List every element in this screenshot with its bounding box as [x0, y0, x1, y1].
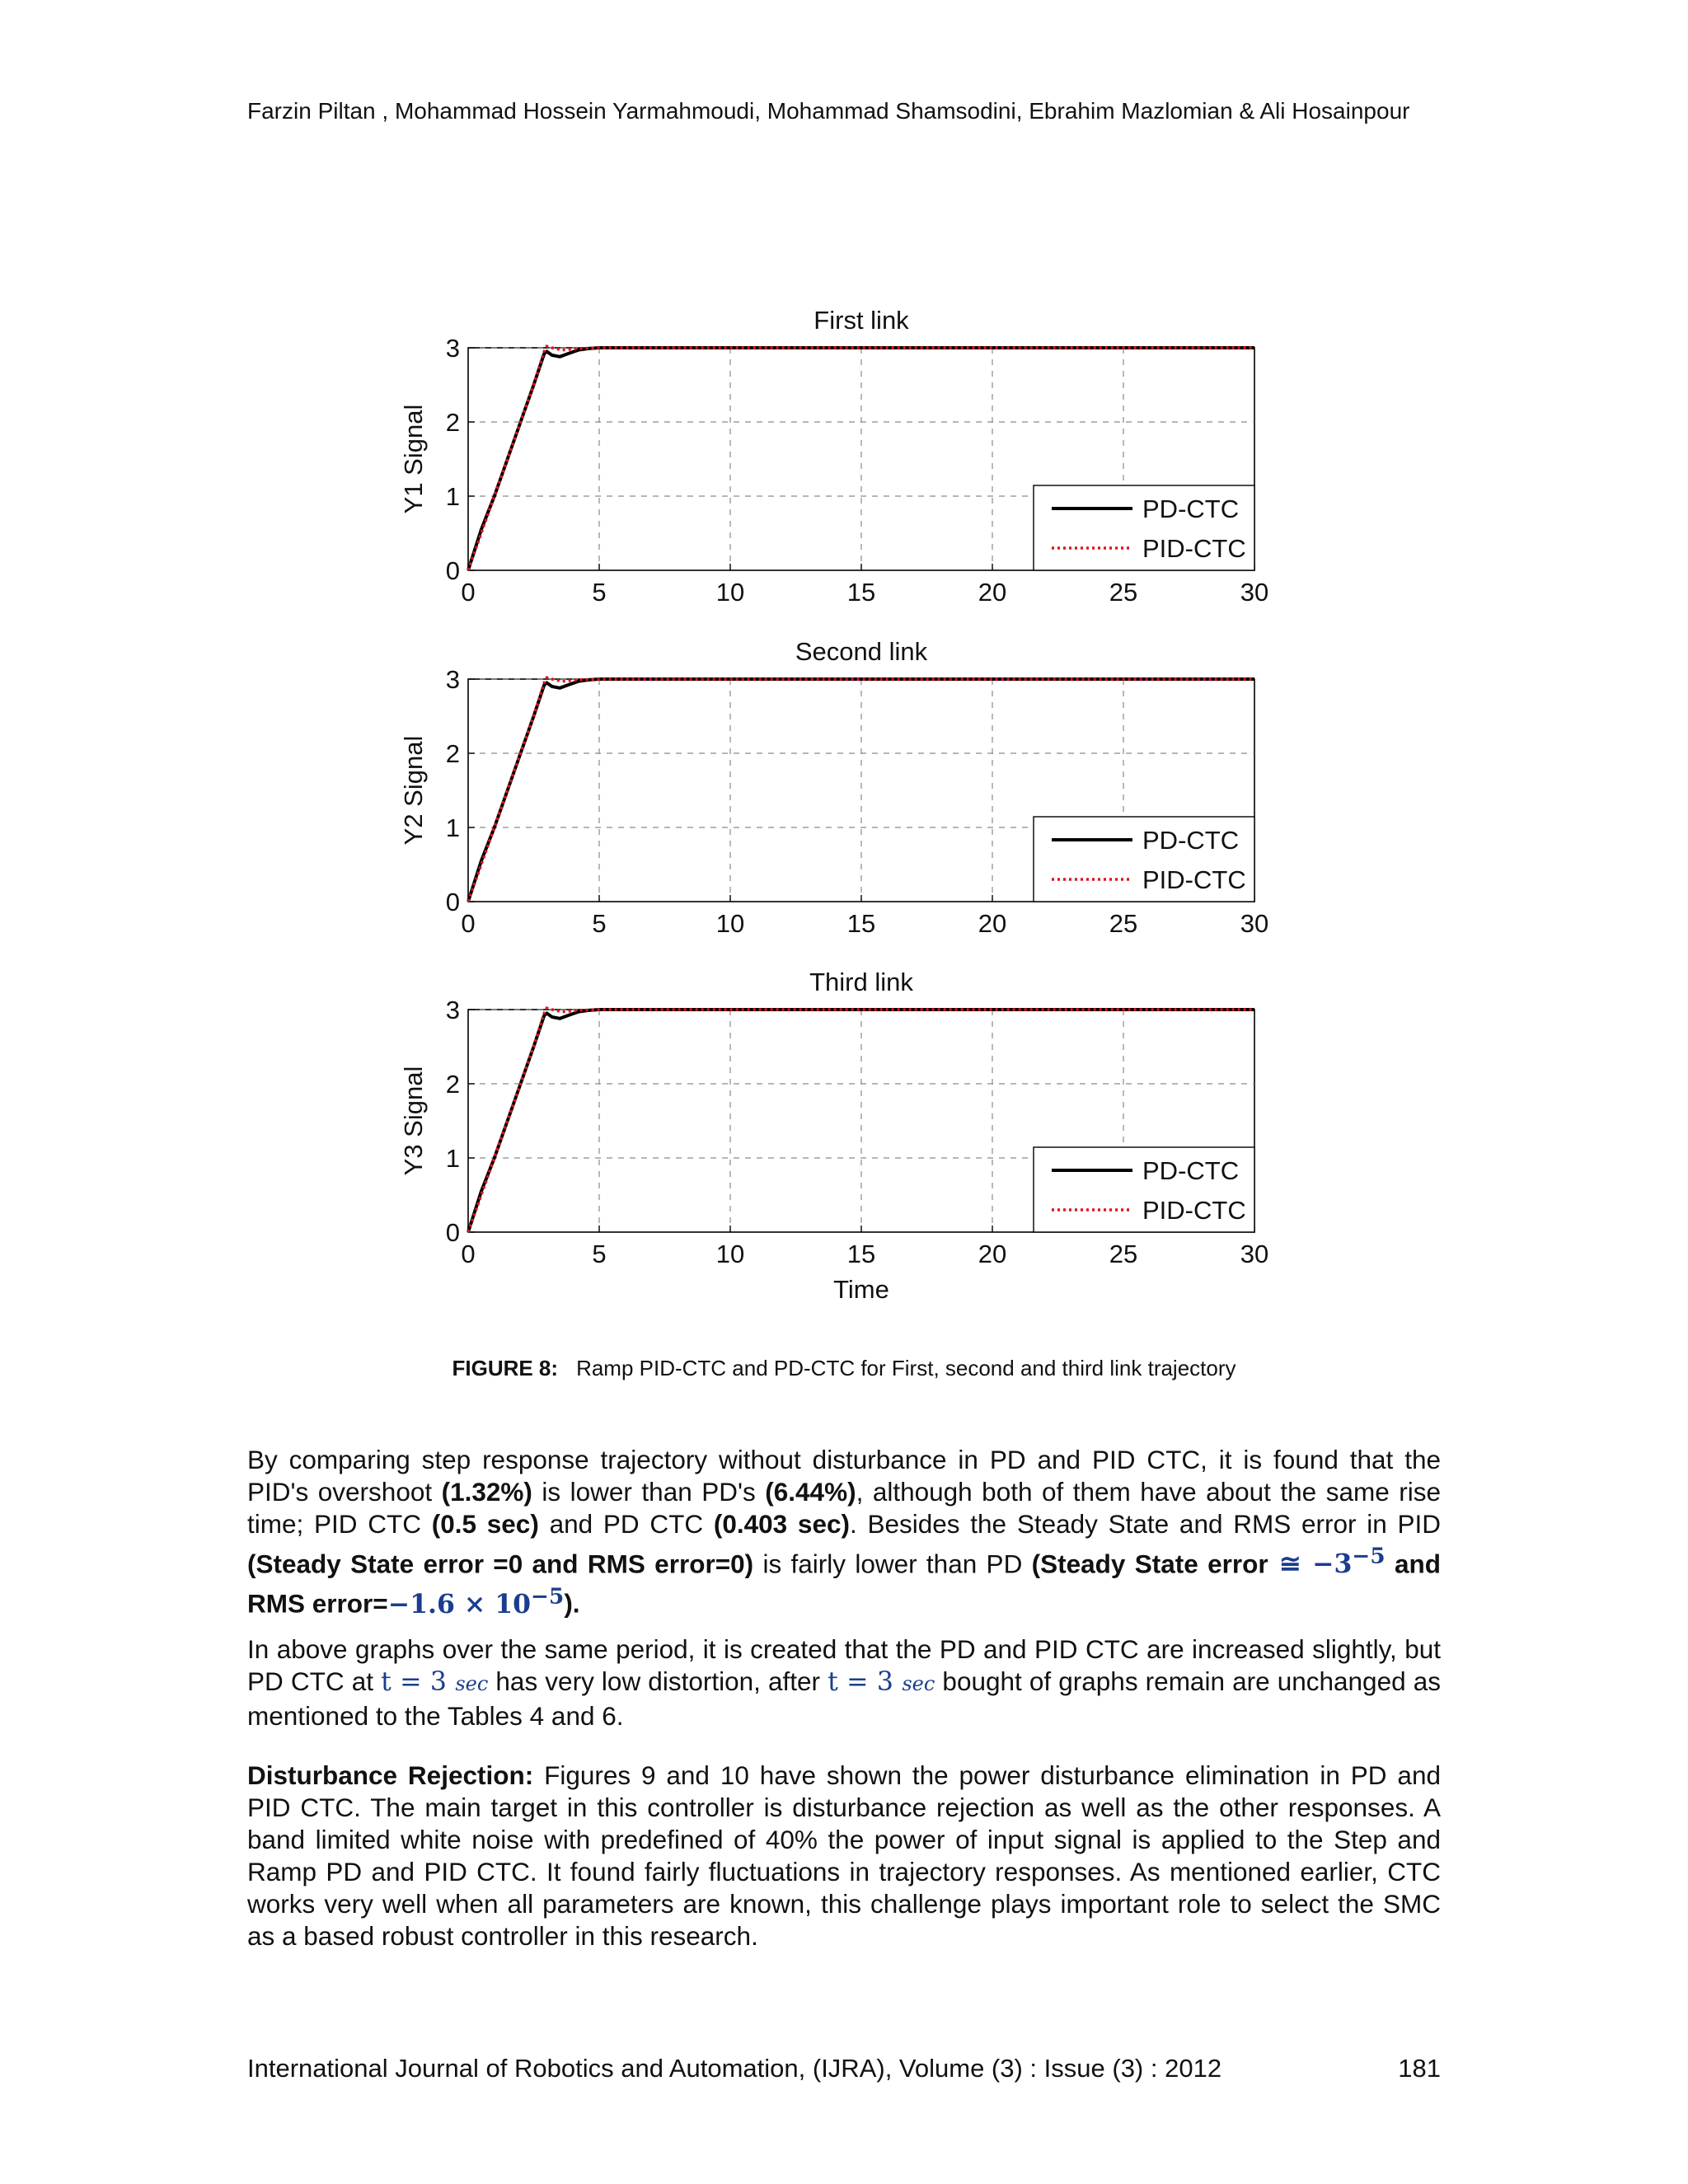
legend-entry-label: PD-CTC	[1142, 494, 1240, 523]
x-tick-label: 25	[1109, 909, 1138, 938]
y-axis-label: Y2 Signal	[399, 735, 428, 846]
math-time-3sec: t = 3 sec	[381, 1666, 489, 1697]
x-tick-label: 0	[461, 1240, 476, 1268]
journal-citation: International Journal of Robotics and Automation, (IJRA), Volume (3) : Issue (3) : 2012	[247, 2054, 1222, 2083]
legend-entry-label: PID-CTC	[1142, 1196, 1246, 1225]
math-steady-state-error: ≅ $-3^{-5}$	[1268, 1543, 1386, 1579]
math-rms-error: $-1.6 \times 10^{-5}$	[387, 1583, 565, 1619]
figure-caption	[0, 1356, 1688, 1381]
x-tick-label: 30	[1240, 1240, 1269, 1268]
subplot-2	[399, 637, 1268, 938]
x-tick-label: 5	[592, 578, 607, 607]
y-tick-label: 2	[445, 739, 460, 768]
x-tick-label: 5	[592, 1240, 607, 1268]
x-tick-label: 25	[1109, 1240, 1138, 1268]
x-tick-label: 0	[461, 578, 476, 607]
legend	[1034, 1147, 1254, 1232]
x-axis-label: Time	[833, 1275, 889, 1304]
legend-entry-label: PID-CTC	[1142, 865, 1246, 894]
subplot-1	[399, 306, 1268, 607]
x-tick-label: 15	[846, 1240, 876, 1268]
y-tick-label: 3	[445, 665, 460, 694]
subplot-title: First link	[814, 306, 909, 335]
paragraph-disturbance-rejection: Disturbance Rejection: Figures 9 and 10 have shown the power disturbance elimination in PD and PID CTC. The main target in this controller is disturbance rejection as well as the other responses. A band limited white noise with predefined of 40% the power of input signal is applied to the Step and Ramp PD and PID CTC. It found fairly fluctuations in trajectory responses. As mentioned earlier, CTC works very well when all parameters are known, this challenge plays important role to select the SMC as a based robust controller in this research.	[247, 1760, 1441, 1951]
section-heading: Disturbance Rejection:	[247, 1760, 534, 1790]
y-tick-label: 3	[445, 996, 460, 1024]
paragraph-graph-observation: In above graphs over the same period, it is created that the PD and PID CTC are increased slightly, but PD CTC at t = 3 sec has very low distortion, after t = 3 sec bought of graphs remain are unchanged as mentioned to the Tables 4 and 6.	[247, 1633, 1441, 1731]
x-tick-label: 15	[846, 909, 876, 938]
legend-entry-label: PD-CTC	[1142, 1156, 1240, 1185]
y-tick-label: 3	[445, 334, 460, 363]
y-tick-label: 1	[445, 482, 460, 511]
y-tick-label: 0	[445, 888, 460, 916]
running-header: Farzin Piltan , Mohammad Hossein Yarmahmoudi, Mohammad Shamsodini, Ebrahim Mazlomian & Ali Hosainpour	[247, 98, 1410, 124]
page-footer	[247, 2054, 1441, 2083]
y-tick-label: 2	[445, 408, 460, 437]
page-number: 181	[1398, 2054, 1441, 2083]
subplot-3	[399, 968, 1268, 1304]
x-tick-label: 30	[1240, 909, 1269, 938]
subplot-title: Third link	[809, 968, 913, 996]
x-tick-label: 10	[715, 578, 745, 607]
y-tick-label: 2	[445, 1070, 460, 1099]
y-tick-label: 1	[445, 1144, 460, 1173]
legend-entry-label: PID-CTC	[1142, 534, 1246, 563]
y-tick-label: 0	[445, 1218, 460, 1247]
x-tick-label: 10	[715, 909, 745, 938]
x-tick-label: 0	[461, 909, 476, 938]
legend-entry-label: PD-CTC	[1142, 826, 1240, 855]
x-tick-label: 20	[978, 1240, 1007, 1268]
x-tick-label: 10	[715, 1240, 745, 1268]
y-tick-label: 1	[445, 813, 460, 842]
x-tick-label: 15	[846, 578, 876, 607]
y-tick-label: 0	[445, 556, 460, 585]
caption-text: Ramp PID-CTC and PD-CTC for First, second and third link trajectory	[576, 1356, 1236, 1380]
math-time-3sec-2: t = 3 sec	[828, 1666, 935, 1697]
paragraph-step-response-comparison: By comparing step response trajectory without disturbance in PD and PID CTC, it is found that the PID's overshoot (1.32%) is lower than PD's (6.44%), although both of them have about the same rise time; PID CTC (0.5 sec) and PD CTC (0.403 sec). Besides the Steady State and RMS error in PID (Steady State error =0 and RMS error=0) is fairly lower than PD (Steady State error ≅ $-3^{-5}$ and RMS error=−1.6 × $10^{-5}$).	[247, 1444, 1442, 1619]
caption-label: FIGURE 8:	[452, 1356, 559, 1380]
x-tick-label: 20	[978, 578, 1007, 607]
subplot-title: Second link	[795, 637, 928, 666]
legend	[1034, 817, 1254, 902]
x-tick-label: 30	[1240, 578, 1269, 607]
x-tick-label: 25	[1109, 578, 1138, 607]
y-axis-label: Y1 Signal	[399, 404, 428, 514]
y-axis-label: Y3 Signal	[399, 1066, 428, 1176]
x-tick-label: 5	[592, 909, 607, 938]
x-tick-label: 20	[978, 909, 1007, 938]
legend	[1034, 485, 1254, 570]
